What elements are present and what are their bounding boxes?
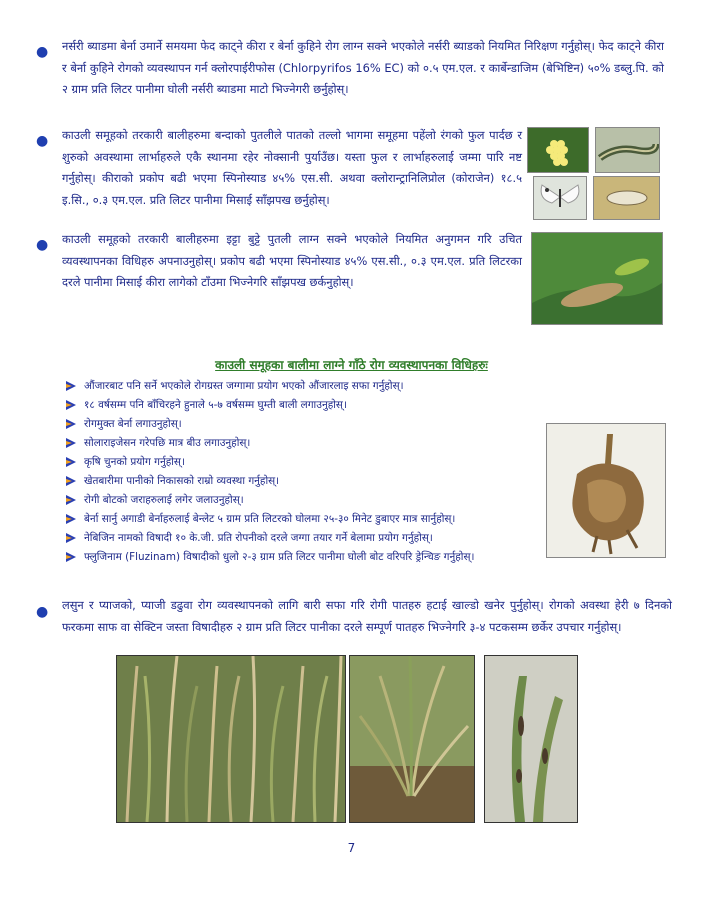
bullet-dot: ●	[36, 604, 49, 620]
list-item: रोगी बोटको जराहरुलाई लगेर जलाउनुहोस्।	[64, 491, 544, 510]
arrow-bullet-icon	[66, 533, 76, 543]
bullet-dot: ●	[36, 237, 49, 253]
clubroot-photo	[546, 423, 666, 558]
white-butterfly-photo	[533, 176, 587, 220]
caterpillar-photo	[595, 127, 660, 173]
list-item: रोगमुक्त बेर्ना लगाउनुहोस्।	[64, 415, 544, 434]
paragraph-diamondback-moth: काउली समूहको तरकारी बालीहरुमा इट्टा बुट्टे पुतली लाग्न सक्ने भएकोले नियमित अनुगमन गरि उचित व्यवस्थापनका विधिहरु अपनाउनुहोस्। प्रकोप बढी भएमा स्पिनोस्याड ४५% एस.सी., ०.३ एम.एल. प्रति लिटरका दरले पानीमा मिसाई कीरा लागेको टाँउमा भिज्नेगरि साँझपख छर्कनुहोस्।	[62, 232, 522, 289]
arrow-bullet-icon	[66, 514, 76, 524]
list-item: कृषि चुनको प्रयोग गर्नुहोस्।	[64, 453, 544, 472]
diamondback-moth-photo	[531, 232, 663, 325]
clubroot-management-list	[64, 377, 544, 567]
arrow-bullet-icon	[66, 552, 76, 562]
list-item: नेबिजिन नामको विषादी १० के.जी. प्रति रोपनीको दरले जग्गा तयार गर्ने बेलामा प्रयोग गर्नुहोस्।	[64, 529, 544, 548]
pupa-photo	[593, 176, 660, 220]
paragraph-nursery: नर्सरी ब्याडमा बेर्ना उमार्ने समयमा फेद काट्ने कीरा र बेर्ना कुहिने रोग लाग्न सक्ने भएकोले नर्सरी ब्याडको नियमित निरिक्षण गर्नुहोस्। फेद काट्ने कीरा र बेर्ना कुहिने रोगको व्यवस्थापन गर्न क्लोरपाईरीफोस (Chlorpyrifos 16% EC) को ०.५ एम.एल. र कार्बेन्डाजिम (बेभिष्टिन) ५०% डब्लु.पि. को २ ग्राम प्रति लिटर पानीमा घोली नर्सरी ब्याडमा माटो भिज्नेगरी छर्नुहोस्।	[62, 39, 664, 96]
arrow-bullet-icon	[66, 419, 76, 429]
list-item: १८ वर्षसम्म पनि बाँचिरहने हुनाले ५-७ वर्षसम्म घुम्ती बाली लगाउनुहोस्।	[64, 396, 544, 415]
infected-leaf-photo	[484, 655, 578, 823]
page-number: 7	[347, 841, 356, 855]
arrow-bullet-icon	[66, 400, 76, 410]
garlic-plant-photo	[349, 655, 475, 823]
egg-cluster-photo	[527, 127, 589, 173]
bullet-dot: ●	[36, 44, 49, 60]
arrow-bullet-icon	[66, 457, 76, 467]
arrow-bullet-icon	[66, 495, 76, 505]
section-heading: काउली समूहका बालीमा लाग्ने गाँठे रोग व्यवस्थापनका विधिहरुः	[215, 358, 488, 372]
onion-field-photo	[116, 655, 346, 823]
list-item: फ्लुजिनाम (Fluzinam) विषादीको धुलो २-३ ग्राम प्रति लिटर पानीमा घोली बोट वरिपरि ड्रेन्चिङ गर्नुहोस्।	[64, 548, 544, 567]
paragraph-cabbage-butterfly: काउली समूहको तरकारी बालीहरुमा बन्दाको पुतलीले पातको तल्लो भागमा समूहमा पहेंलो रंगको फुल पार्दछ र शुरुको अवस्थामा लार्भाहरुले एकै स्थानमा रहेर नोक्सानी पुर्याउँछ। यस्ता फुल र लार्भाहरुलाई जम्मा पारि नष्ट गर्नुहोस्। कीराको प्रकोप बढी भएमा स्पिनोस्याड ४५% एस.सी. अथवा क्लोरान्ट्रानिलिप्रोल (कोराजेन) १८.५ इ.सि., ०.३ एम.एल. प्रति लिटर पानीमा मिसाई साँझपख छर्नुहोस्।	[62, 128, 522, 207]
bullet-dot: ●	[36, 133, 49, 149]
arrow-bullet-icon	[66, 438, 76, 448]
list-item: खेतबारीमा पानीको निकासको राम्रो व्यवस्था गर्नुहोस्।	[64, 472, 544, 491]
arrow-bullet-icon	[66, 381, 76, 391]
list-item: सोलाराइजेसन गरेपछि मात्र बीउ लगाउनुहोस्।	[64, 434, 544, 453]
list-item: बेर्ना सार्नु अगाडी बेर्नाहरुलाई बेन्लेट ५ ग्राम प्रति लिटरको घोलमा २५-३० मिनेट डुबाएर मात्र सार्नुहोस्।	[64, 510, 544, 529]
list-item: औंजारबाट पनि सर्ने भएकोले रोगग्रस्त जग्गामा प्रयोग भएको औंजारलाइ सफा गर्नुहोस्।	[64, 377, 544, 396]
paragraph-onion-blight: लसुन र प्याजको, प्याजी डढुवा रोग व्यवस्थापनको लागि बारी सफा गरि रोगी पातहरु हटाई खाल्डो खनेर पुर्नुहोस्। रोगको अवस्था हेरी ७ दिनको फरकमा साफ वा सेक्टिन जस्ता विषादीहरु २ ग्राम प्रति लिटर पानीका दरले सम्पूर्ण पातहरु भिज्नेगरि ३-४ पटकसम्म छर्केर उपचार गर्नुहोस्।	[62, 598, 672, 634]
arrow-bullet-icon	[66, 476, 76, 486]
